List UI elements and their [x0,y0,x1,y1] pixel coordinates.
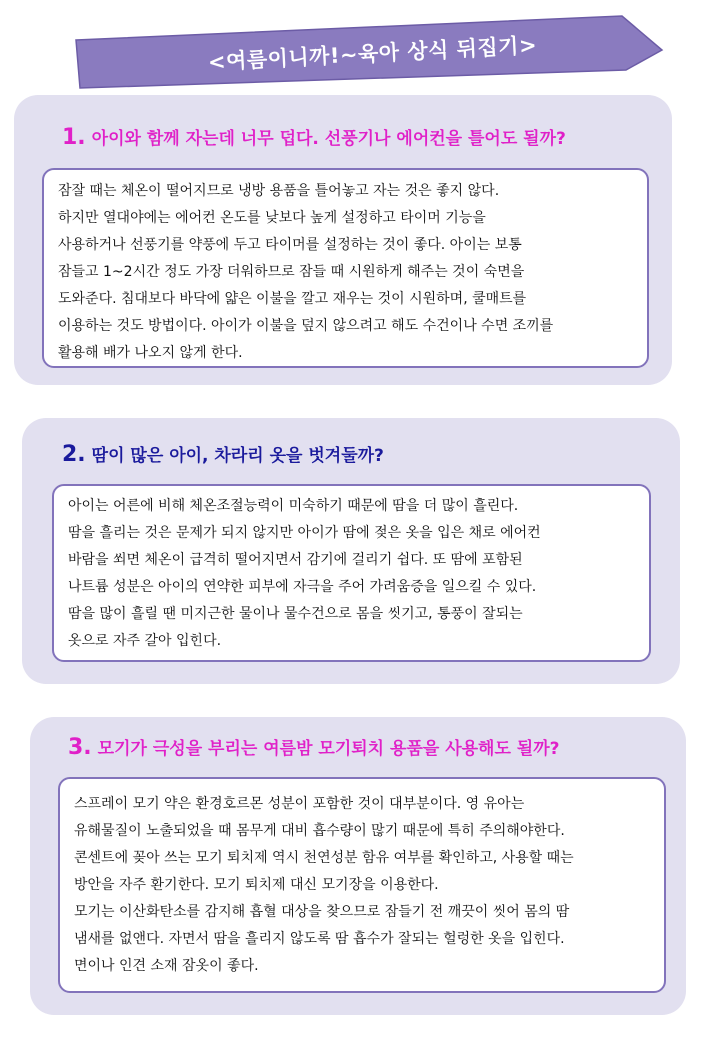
banner-title: <여름이니까!~육아 상식 뒤집기> [207,33,538,75]
title-banner [70,14,665,92]
question-title-2 [62,441,384,467]
answer-line: 아이는 어른에 비해 체온조절능력이 미숙하기 때문에 땀을 더 많이 흘린다. [68,498,519,514]
answer-line: 모기는 이산화탄소를 감지해 흡혈 대상을 찾으므로 잠들기 전 깨끗이 씻어 몸의 땀 [74,904,570,920]
answer-line: 유해물질이 노출되었을 때 몸무게 대비 흡수량이 많기 때문에 특히 주의해야한다. [74,823,565,839]
answer-line: 스프레이 모기 약은 환경호르몬 성분이 포함한 것이 대부분이다. 영 유아는 [74,796,525,812]
question-text: 아이와 함께 자는데 너무 덥다. 선풍기나 에어컨을 틀어도 될까? [91,129,566,149]
answer-line: 이용하는 것도 방법이다. 아이가 이불을 덮지 않으려고 해도 수건이나 수면 조끼를 [58,318,554,334]
question-number: 1. [62,125,86,150]
answer-box-2 [52,484,651,662]
answer-box-3 [58,777,666,993]
answer-line: 바람을 쐬면 체온이 급격히 떨어지면서 감기에 걸리기 쉽다. 또 땀에 포함된 [68,552,523,568]
answer-line: 사용하거나 선풍기를 약풍에 두고 타이머를 설정하는 것이 좋다. 아이는 보통 [58,237,522,253]
answer-line: 하지만 열대야에는 에어컨 온도를 낮보다 높게 설정하고 타이머 기능을 [58,210,486,226]
question-number: 2. [62,442,86,467]
question-title-1 [62,124,566,150]
question-title-3 [68,734,560,760]
question-text: 모기가 극성을 부리는 여름밤 모기퇴치 용품을 사용해도 될까? [97,739,560,759]
answer-line: 땀을 흘리는 것은 문제가 되지 않지만 아이가 땀에 젖은 옷을 입은 채로 에어컨 [68,525,541,541]
answer-line: 잠잘 때는 체온이 떨어지므로 냉방 용품을 틀어놓고 자는 것은 좋지 않다. [58,183,500,199]
answer-line: 옷으로 자주 갈아 입힌다. [68,633,222,649]
answer-line: 냄새를 없앤다. 자면서 땀을 흘리지 않도록 땀 흡수가 잘되는 헐렁한 옷을 입힌다. [74,931,565,947]
answer-line: 방안을 자주 환기한다. 모기 퇴치제 대신 모기장을 이용한다. [74,877,439,893]
answer-box-1 [42,168,649,368]
answer-line: 잠들고 1~2시간 정도 가장 더워하므로 잠들 때 시원하게 해주는 것이 숙면을 [58,264,525,280]
answer-line: 도와준다. 침대보다 바닥에 얇은 이불을 깔고 재우는 것이 시원하며, 쿨매트를 [58,291,527,307]
answer-line: 콘센트에 꽂아 쓰는 모기 퇴치제 역시 천연성분 함유 여부를 확인하고, 사용할 때는 [74,850,574,866]
answer-line: 나트륨 성분은 아이의 연약한 피부에 자극을 주어 가려움증을 일으킬 수 있다. [68,579,537,595]
question-number: 3. [68,735,92,760]
question-text: 땀이 많은 아이, 차라리 옷을 벗겨둘까? [91,446,384,466]
answer-line: 면이나 인견 소재 잠옷이 좋다. [74,958,259,974]
answer-line: 활용해 배가 나오지 않게 한다. [58,345,243,361]
answer-line: 땀을 많이 흘릴 땐 미지근한 물이나 물수건으로 몸을 씻기고, 통풍이 잘되는 [68,606,523,622]
